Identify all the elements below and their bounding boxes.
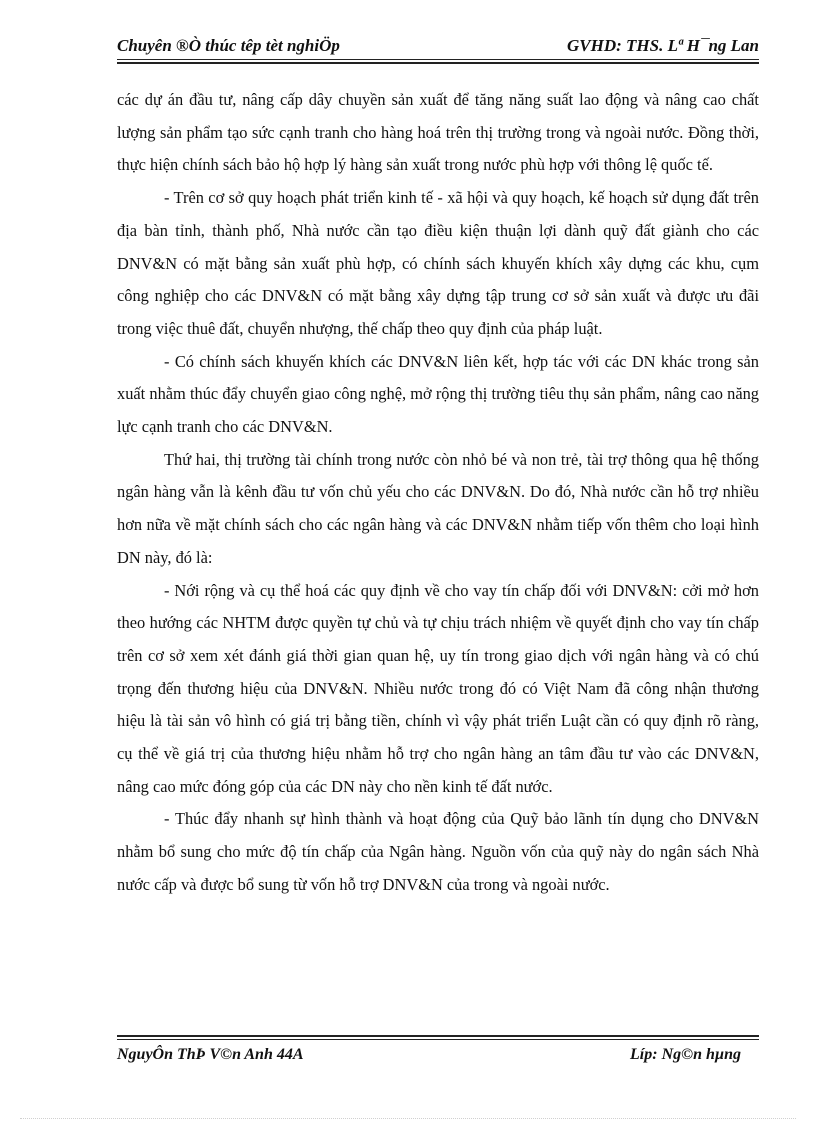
footer-rule-thin <box>117 1039 759 1040</box>
page-body <box>117 84 759 902</box>
paragraph-2: - Trên cơ sở quy hoạch phát triển kinh tế - xã hội và quy hoạch, kế hoạch sử dụng đất trên địa bàn tỉnh, thành phố, Nhà nước cần tạo điều kiện thuận lợi dành quỹ đất giành cho các DNV&N có mặt bằng sản xuất phù hợp, có chính sách khuyến khích xây dựng các khu, cụm công nghiệp cho các DNV&N có mặt bằng xây dựng tập trung cơ sở sản xuất và được ưu đãi trong việc thuê đất, chuyển nhượng, thế chấp theo quy định của pháp luật. <box>117 188 759 338</box>
paragraph-5: - Nới rộng và cụ thể hoá các quy định về cho vay tín chấp đối với DNV&N: cởi mở hơn theo hướng các NHTM được quyền tự chủ và tự chịu trách nhiệm về quyết định cho vay tín chấp trên cơ sở xem xét đánh giá thời gian quan hệ, uy tín trong giao dịch với ngân hàng và có chú trọng đến thương hiệu của DNV&N. Nhiều nước trong đó có Việt Nam đã công nhận thương hiệu là tài sản vô hình có giá trị bằng tiền, chính vì vậy phát triển Luật cần có quy định rõ ràng, cụ thể về giá trị của thương hiệu nhằm hỗ trợ cho ngân hàng an tâm đầu tư vào các DNV&N, nâng cao mức đóng góp của các DN này cho nền kinh tế đất nước. <box>117 580 759 796</box>
paragraph-4: Thứ hai, thị trường tài chính trong nước còn nhỏ bé và non trẻ, tài trợ thông qua hệ thống ngân hàng vẫn là kênh đầu tư vốn chủ yếu cho các DNV&N. Do đó, Nhà nước cần hỗ trợ nhiều hơn nữa về mặt chính sách cho các ngân hàng và các DNV&N nhằm tiếp vốn thêm cho loại hình DN này, đó là: <box>117 449 759 567</box>
page-header <box>117 36 759 58</box>
page-bottom-edge <box>20 1118 796 1119</box>
header-advisor: GVHD: THS. Lª H¯ng Lan <box>566 36 759 55</box>
footer-author: NguyÔn ThÞ V©n Anh 44A <box>117 1046 304 1063</box>
header-title: Chuyên ®Ò thúc têp tèt nghiÖp <box>117 36 340 55</box>
footer-rule-thick <box>117 1035 759 1037</box>
footer-class: Líp: Ng©n hµng <box>630 1046 741 1063</box>
header-rule-thick <box>117 62 759 64</box>
paragraph-3: - Có chính sách khuyến khích các DNV&N liên kết, hợp tác với các DN khác trong sản xuất nhằm thúc đẩy chuyển giao công nghệ, mở rộng thị trường tiêu thụ sản phẩm, nâng cao năng lực cạnh tranh cho các DNV&N. <box>117 351 759 437</box>
paragraph-6: - Thúc đẩy nhanh sự hình thành và hoạt động của Quỹ bảo lãnh tín dụng cho DNV&N nhằm bổ sung cho mức độ tín chấp của Ngân hàng. Nguồn vốn của quỹ này do ngân sách Nhà nước cấp và được bổ sung từ vốn hỗ trợ DNV&N của trong và ngoài nước. <box>117 809 759 894</box>
header-rule-thin <box>117 59 759 60</box>
paragraph-1: các dự án đầu tư, nâng cấp dây chuyền sản xuất để tăng năng suất lao động và nâng cao chất lượng sản phẩm tạo sức cạnh tranh cho hàng hoá trên thị trường trong và ngoài nước. Đồng thời, thực hiện chính sách bảo hộ hợp lý hàng sản xuất trong nước phù hợp với thông lệ quốc tế. <box>117 90 759 175</box>
